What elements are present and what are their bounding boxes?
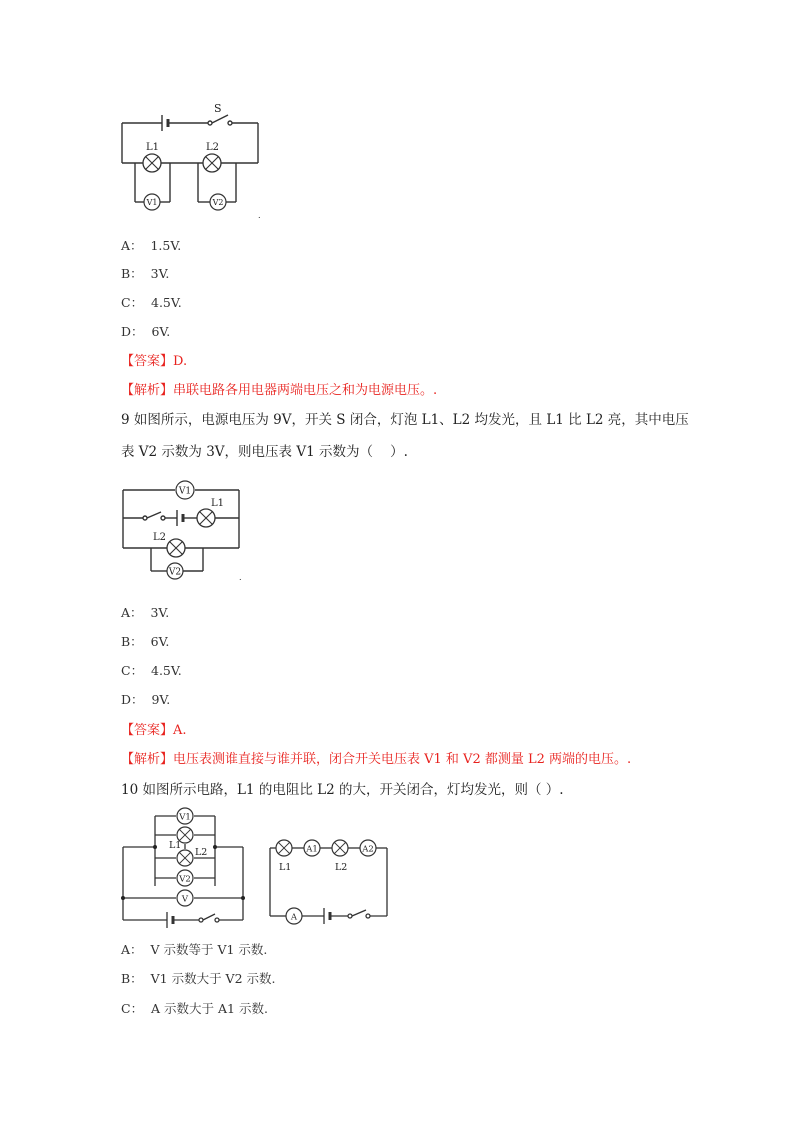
ammeter-a2-icon xyxy=(360,840,376,856)
q9-option-d: D： 9V. xyxy=(121,692,171,707)
q9-answer: 【答案】A. xyxy=(121,723,187,738)
q8-analysis: 【解析】串联电路各用电器两端电压之和为电源电压。. xyxy=(121,383,438,398)
svg-text:A: A xyxy=(290,912,298,923)
q8-option-c: C： 4.5V. xyxy=(121,295,182,310)
lamp-l2-label: L2 xyxy=(153,532,167,543)
q8-option-d: D： 6V. xyxy=(121,324,171,339)
voltmeter-v1-icon xyxy=(177,808,193,824)
svg-text:V: V xyxy=(181,894,189,905)
lamp-l2-icon xyxy=(332,840,348,856)
lamp-l2-icon xyxy=(177,850,193,866)
svg-text:V1: V1 xyxy=(179,812,191,823)
svg-text:.: . xyxy=(258,211,261,220)
q9-option-c: C： 4.5V. xyxy=(121,663,182,678)
q8-option-b: B： 3V. xyxy=(121,266,170,281)
svg-text:V2: V2 xyxy=(168,567,182,578)
svg-text:A1: A1 xyxy=(306,844,318,855)
lamp-l2-label: L2 xyxy=(206,142,220,153)
svg-text:V1: V1 xyxy=(146,198,158,207)
circuit-figure-q8 xyxy=(110,95,270,220)
lamp-l2-label: L2 xyxy=(195,847,208,858)
lamp-l1-icon xyxy=(276,840,292,856)
q8-answer: 【答案】D. xyxy=(121,354,188,369)
svg-text:V1: V1 xyxy=(178,486,192,497)
lamp-l1-label: L1 xyxy=(146,142,160,153)
ammeter-a-icon xyxy=(286,908,302,924)
circuit-figure-q9 xyxy=(115,476,255,586)
voltmeter-v1-icon xyxy=(176,481,194,499)
q9-text-line1: 9 如图所示，电源电压为 9V，开关 S 闭合，灯泡 L1、L2 均发光，且 L1 比 L2 亮，其中电压 xyxy=(121,412,689,428)
voltmeter-v-icon xyxy=(177,890,193,906)
voltmeter-v1-icon xyxy=(144,194,160,210)
lamp-l1-label: L1 xyxy=(211,498,225,509)
q8-option-a: A： 1.5V. xyxy=(121,238,182,253)
svg-text:V2: V2 xyxy=(212,198,224,207)
circuit-figure-q10-left xyxy=(115,802,255,930)
lamp-l1-icon xyxy=(143,154,161,172)
q10-option-b: B： V1 示数大于 V2 示数. xyxy=(121,971,276,986)
voltmeter-v2-icon xyxy=(210,194,226,210)
q9-option-b: B： 6V. xyxy=(121,634,170,649)
q10-option-a: A： V 示数等于 V1 示数. xyxy=(121,942,268,957)
q10-option-c: C： A 示数大于 A1 示数. xyxy=(121,1001,268,1016)
lamp-l1-label: L1 xyxy=(169,840,182,851)
lamp-l2-label: L2 xyxy=(335,862,348,873)
svg-text:A2: A2 xyxy=(362,844,374,855)
q9-analysis: 【解析】电压表测谁直接与谁并联，闭合开关电压表 V1 和 V2 都测量 L2 两端的电压。. xyxy=(121,752,632,767)
voltmeter-v2-icon xyxy=(177,870,193,886)
voltmeter-v2-icon xyxy=(167,563,183,579)
lamp-l1-label: L1 xyxy=(279,862,292,873)
svg-text:.: . xyxy=(239,573,242,582)
switch-label: S xyxy=(214,102,222,115)
lamp-l2-icon xyxy=(203,154,221,172)
circuit-figure-q10-right xyxy=(262,830,397,935)
q9-text-line2: 表 V2 示数为 3V，则电压表 V1 示数为（ ）. xyxy=(121,444,408,460)
q10-text-line1: 10 如图所示电路，L1 的电阻比 L2 的大，开关闭合，灯均发光，则（ ）. xyxy=(121,782,564,798)
lamp-l1-icon xyxy=(197,509,215,527)
svg-text:V2: V2 xyxy=(179,874,191,885)
q9-option-a: A： 3V. xyxy=(121,605,170,620)
ammeter-a1-icon xyxy=(304,840,320,856)
lamp-l2-icon xyxy=(167,539,185,557)
